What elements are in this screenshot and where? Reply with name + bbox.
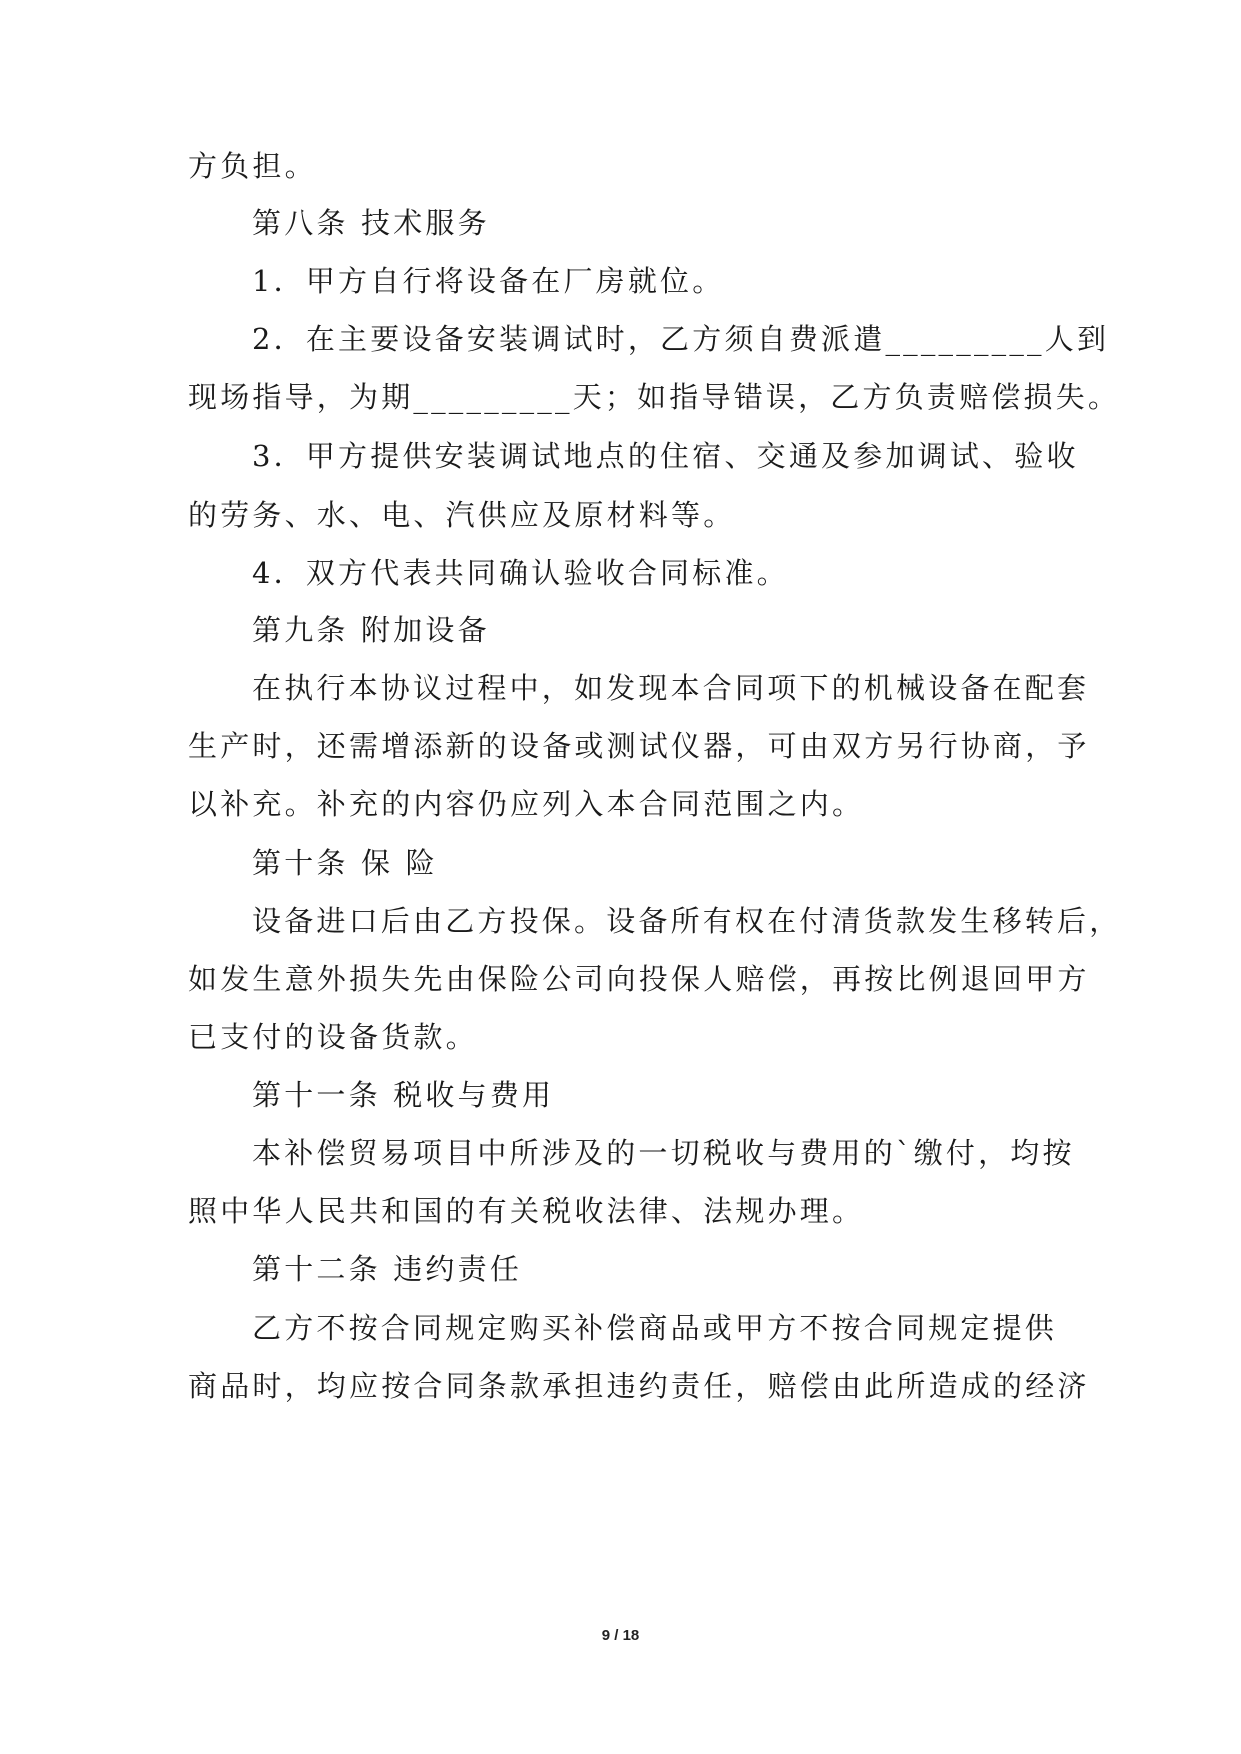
section-heading: 第八条 技术服务 xyxy=(252,206,490,240)
text-line: 3．甲方提供安装调试地点的住宿、交通及参加调试、验收 xyxy=(252,439,1079,473)
text-line: 已支付的设备货款。 xyxy=(188,1020,478,1054)
page-number: 9 / 18 xyxy=(601,1627,640,1644)
section-heading: 第九条 附加设备 xyxy=(252,613,490,647)
text-line: 2．在主要设备安装调试时，乙方须自费派遣_________人到 xyxy=(252,322,1110,356)
text-line: 在执行本协议过程中，如发现本合同项下的机械设备在配套 xyxy=(252,671,1090,705)
text-line: 方负担。 xyxy=(188,149,317,183)
section-heading: 第十一条 税收与费用 xyxy=(252,1078,555,1112)
text-line: 的劳务、水、电、汽供应及原材料等。 xyxy=(188,498,736,532)
text-line: 如发生意外损失先由保险公司向投保人赔偿，再按比例退回甲方 xyxy=(188,962,1090,996)
text-line: 商品时，均应按合同条款承担违约责任，赔偿由此所造成的经济 xyxy=(188,1369,1090,1403)
text-line: 本补偿贸易项目中所涉及的一切税收与费用的`缴付，均按 xyxy=(252,1136,1075,1170)
text-line: 1．甲方自行将设备在厂房就位。 xyxy=(252,264,725,298)
section-heading: 第十二条 违约责任 xyxy=(252,1252,523,1286)
text-line: 生产时，还需增添新的设备或测试仪器，可由双方另行协商，予 xyxy=(188,729,1090,763)
text-line: 照中华人民共和国的有关税收法律、法规办理。 xyxy=(188,1194,865,1228)
text-line: 现场指导，为期_________天；如指导错误，乙方负责赔偿损失。 xyxy=(188,380,1121,414)
text-line: 设备进口后由乙方投保。设备所有权在付清货款发生移转后， xyxy=(252,904,1122,938)
section-heading: 第十条 保 险 xyxy=(252,846,438,880)
text-line: 4．双方代表共同确认验收合同标准。 xyxy=(252,556,789,590)
text-line: 乙方不按合同规定购买补偿商品或甲方不按合同规定提供 xyxy=(252,1311,1058,1345)
text-line: 以补充。补充的内容仍应列入本合同范围之内。 xyxy=(188,787,865,821)
